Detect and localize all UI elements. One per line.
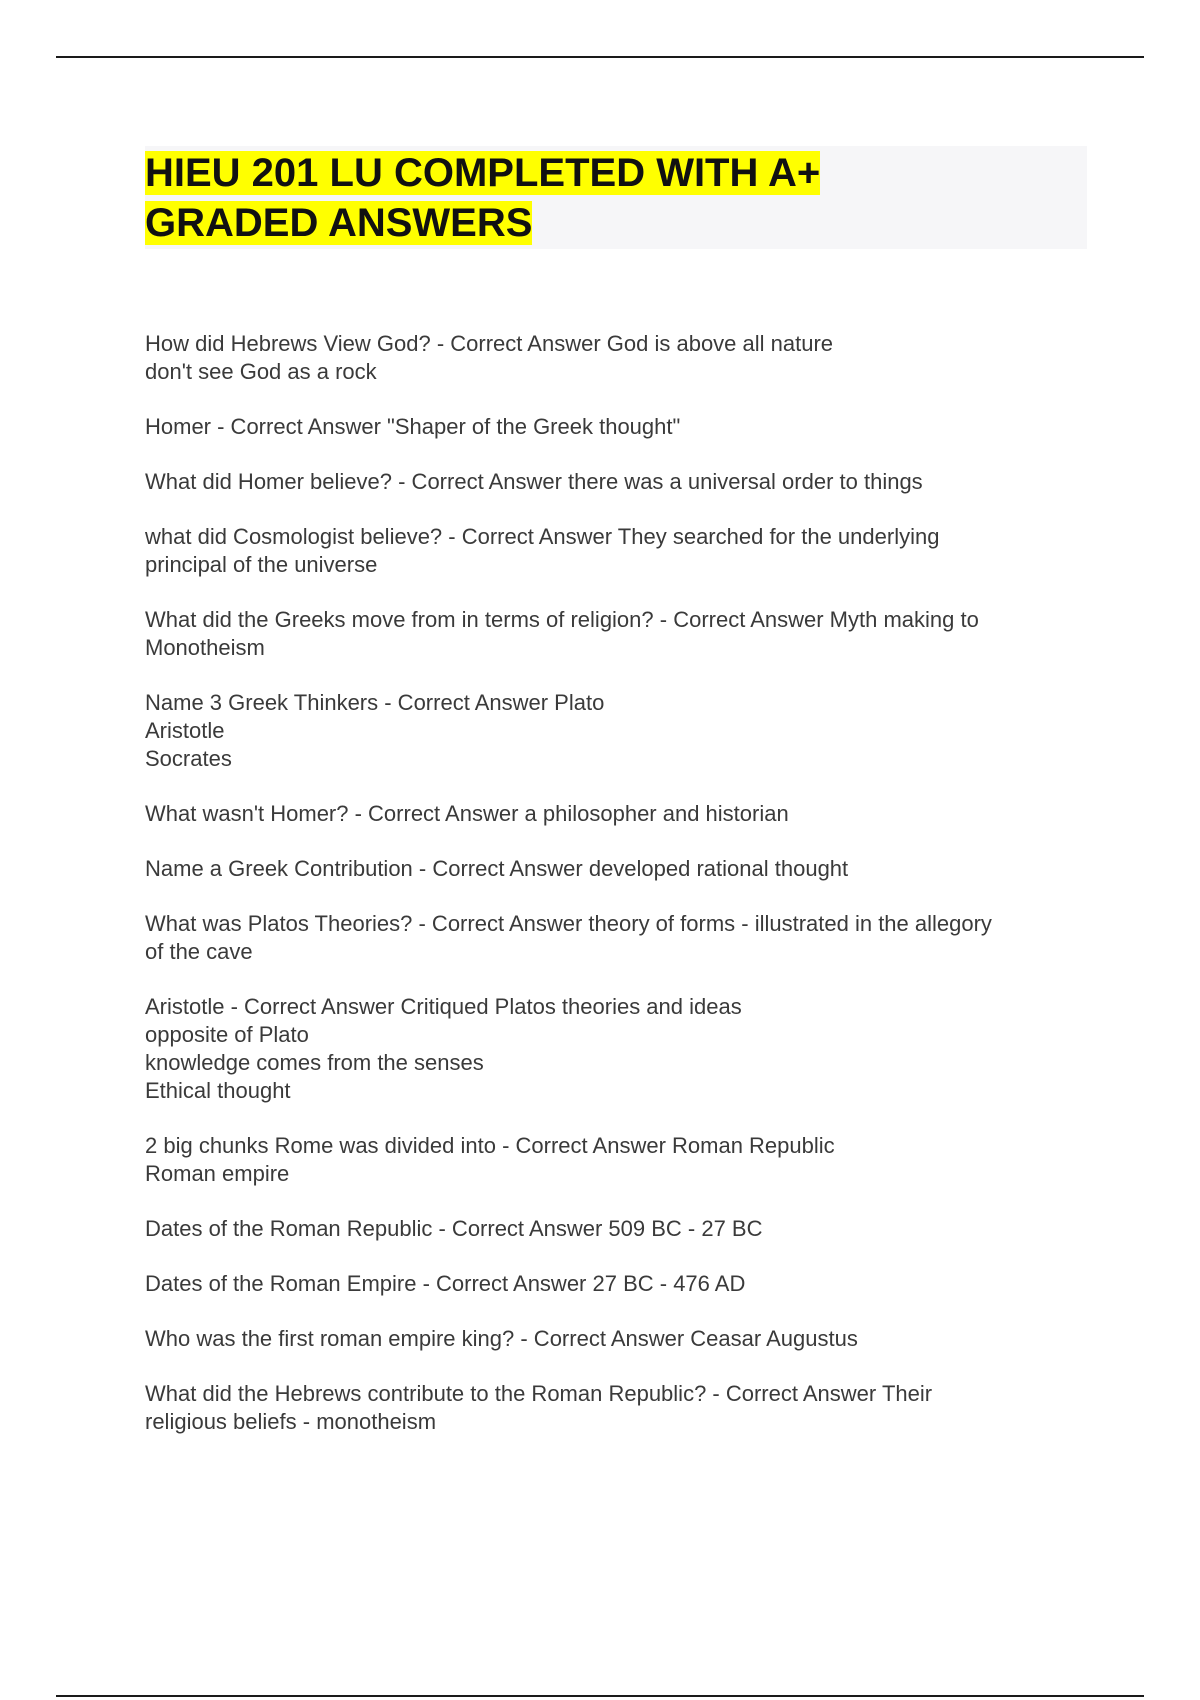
qa-line: Socrates — [145, 746, 232, 771]
qa-line: religious beliefs - monotheism — [145, 1409, 437, 1434]
qa-item — [145, 1215, 1105, 1243]
qa-line: What was Platos Theories? - Correct Answer theory of forms - illustrated in the allegory — [145, 911, 992, 936]
qa-line: What did Homer believe? - Correct Answer there was a universal order to things — [145, 469, 923, 494]
qa-line: Name a Greek Contribution - Correct Answer developed rational thought — [145, 856, 849, 881]
qa-item — [145, 855, 1105, 883]
qa-line: How did Hebrews View God? - Correct Answer God is above all nature — [145, 331, 834, 356]
qa-line: Who was the first roman empire king? - Correct Answer Ceasar Augustus — [145, 1326, 858, 1351]
qa-item — [145, 993, 1105, 1105]
qa-line: knowledge comes from the senses — [145, 1050, 484, 1075]
title-line-2: GRADED ANSWERS — [145, 201, 533, 245]
qa-item — [145, 413, 1105, 441]
qa-item — [145, 523, 1105, 579]
qa-line: Monotheism — [145, 635, 265, 660]
bottom-rule — [56, 1695, 1144, 1697]
qa-line: 2 big chunks Rome was divided into - Correct Answer Roman Republic — [145, 1133, 835, 1158]
top-rule — [56, 56, 1144, 58]
qa-line: don't see God as a rock — [145, 359, 377, 384]
qa-item — [145, 1132, 1105, 1188]
qa-line: what did Cosmologist believe? - Correct Answer They searched for the underlying — [145, 524, 940, 549]
qa-line: opposite of Plato — [145, 1022, 309, 1047]
page-title — [145, 146, 1087, 248]
qa-item — [145, 330, 1105, 386]
qa-item — [145, 800, 1105, 828]
title-block — [145, 146, 1087, 249]
qa-line: principal of the universe — [145, 552, 378, 577]
qa-line: Aristotle - Correct Answer Critiqued Platos theories and ideas — [145, 994, 742, 1019]
qa-item — [145, 689, 1105, 773]
qa-line: Homer - Correct Answer "Shaper of the Greek thought" — [145, 414, 681, 439]
qa-item — [145, 468, 1105, 496]
qa-line: Name 3 Greek Thinkers - Correct Answer Plato — [145, 690, 605, 715]
qa-item — [145, 606, 1105, 662]
qa-line: Dates of the Roman Empire - Correct Answer 27 BC - 476 AD — [145, 1271, 746, 1296]
qa-item — [145, 1270, 1105, 1298]
qa-line: Ethical thought — [145, 1078, 291, 1103]
qa-list — [145, 330, 1105, 1463]
qa-line: of the cave — [145, 939, 253, 964]
qa-line: Aristotle — [145, 718, 225, 743]
qa-line: Dates of the Roman Republic - Correct Answer 509 BC - 27 BC — [145, 1216, 763, 1241]
qa-line: What did the Hebrews contribute to the Roman Republic? - Correct Answer Their — [145, 1381, 933, 1406]
qa-line: Roman empire — [145, 1161, 290, 1186]
qa-line: What did the Greeks move from in terms of religion? - Correct Answer Myth making to — [145, 607, 979, 632]
qa-line: What wasn't Homer? - Correct Answer a philosopher and historian — [145, 801, 789, 826]
qa-item — [145, 1380, 1105, 1436]
qa-item — [145, 910, 1105, 966]
qa-item — [145, 1325, 1105, 1353]
title-line-1: HIEU 201 LU COMPLETED WITH A+ — [145, 151, 821, 195]
